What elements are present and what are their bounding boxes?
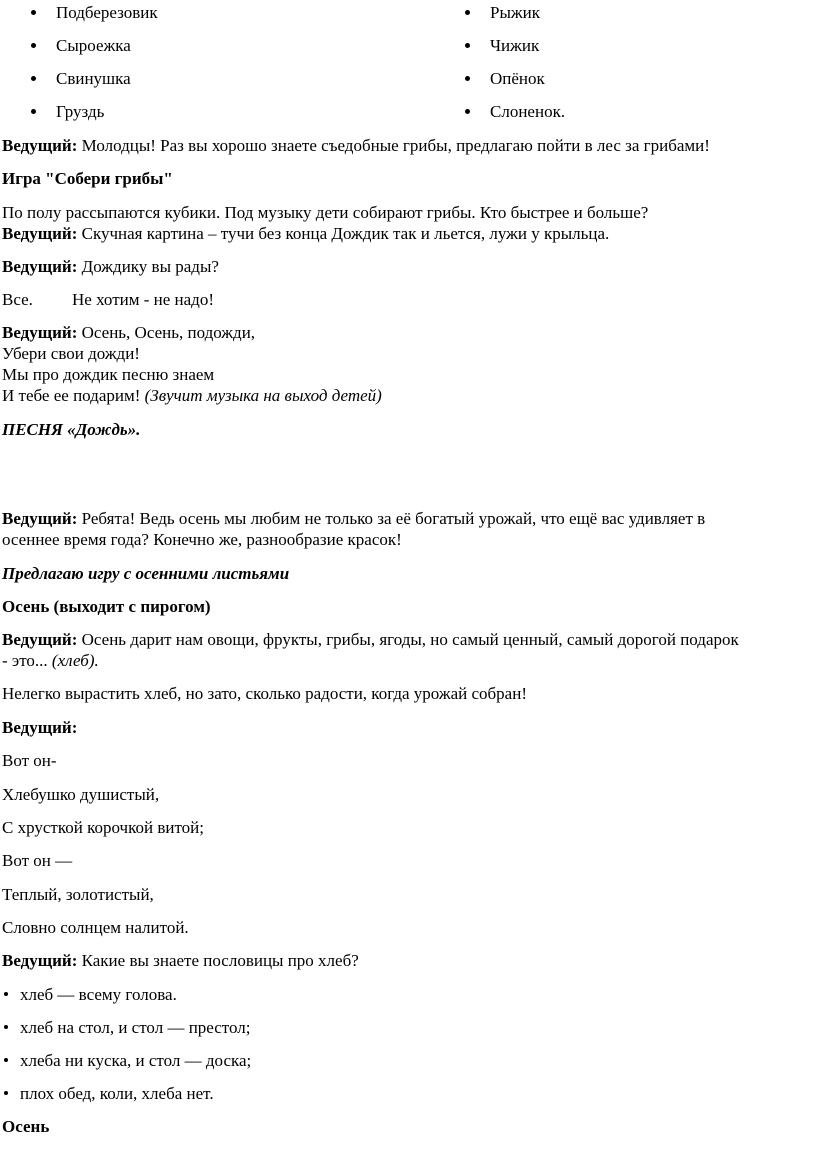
paragraph-continuation [2,651,99,671]
poem-line: С хрусткой корочкой витой; [2,818,204,837]
speaker-label: Ведущий: [2,718,78,737]
list-item: хлеба ни куска, и стол — доска; [20,1051,252,1070]
section-heading: Осень [2,1117,50,1136]
list-item: Груздь [56,102,105,121]
bullet-icon [4,1091,8,1095]
paragraph [2,136,710,156]
list-item: плох обед, коли, хлеба нет. [20,1084,214,1103]
poem-text: И тебе ее подарим! [2,386,145,405]
bullet-icon [465,10,470,15]
bullet-icon [465,76,470,81]
paragraph [2,290,214,310]
list-item: Сыроежка [56,36,131,55]
paragraph [2,509,705,529]
list-item: хлеб — всему голова. [20,985,177,1004]
list-item: Чижик [490,36,540,55]
list-item: Опёнок [490,69,545,88]
paragraph-continuation: осеннее время года? Конечно же, разнообразие красок! [2,530,402,549]
list-item: Свинушка [56,69,131,88]
speech-text: Осень, Осень, подожди, [77,323,256,342]
speaker-label: Ведущий: [2,257,78,276]
speaker-label: Ведущий: [2,323,78,342]
list-item: Подберезовик [56,3,158,22]
section-heading: Осень (выходит с пирогом) [2,597,211,616]
poem-line: Мы про дождик песню знаем [2,365,215,384]
speaker-label: Ведущий: [2,136,78,155]
list-item: Рыжик [490,3,540,22]
speaker-label: Ведущий: [2,224,78,243]
speech-text: Дождику вы рады? [77,257,219,276]
bullet-icon [31,10,36,15]
song-title: ПЕСНЯ «Дождь». [2,420,141,439]
bullet-icon [465,43,470,48]
speech-text: Осень дарит нам овощи, фрукты, грибы, ягоды, но самый ценный, самый дорогой подарок [77,630,739,649]
speech-text: Ребята! Ведь осень мы любим не только за её богатый урожай, что ещё вас удивляет в [77,509,706,528]
paragraph [2,630,739,650]
paragraph [2,257,219,277]
poem-line [2,386,382,406]
paragraph [2,323,255,343]
list-item: хлеб на стол, и стол — престол; [20,1018,251,1037]
bullet-icon [4,1025,8,1029]
speech-text: Какие вы знаете пословицы про хлеб? [77,951,359,970]
speaker-label: Ведущий: [2,509,78,528]
paragraph [2,951,359,971]
section-heading: Предлагаю игру с осенними листьями [2,564,290,583]
speaker-label: Ведущий: [2,630,78,649]
paragraph: По полу рассыпаются кубики. Под музыку дети собирают грибы. Кто быстрее и больше? [2,203,649,222]
speaker-label: Ведущий: [2,951,78,970]
paragraph [2,224,609,244]
poem-line: Теплый, золотистый, [2,885,154,904]
poem-line: Убери свои дожди! [2,344,140,363]
poem-line: Словно солнцем налитой. [2,918,189,937]
section-heading: Игра "Собери грибы" [2,169,173,188]
bullet-icon [4,1058,8,1062]
speaker-label-all: Все. [2,290,33,309]
speech-text: - это... [2,651,52,670]
bullet-icon [465,109,470,114]
list-item: Слоненок. [490,102,566,121]
bullet-icon [4,992,8,996]
speech-text: Молодцы! Раз вы хорошо знаете съедобные грибы, предлагаю пойти в лес за грибами! [77,136,710,155]
speech-text: Скучная картина – тучи без конца Дождик так и льется, лужи у крыльца. [77,224,610,243]
stage-direction: (Звучит музыка на выход детей) [144,386,382,405]
bullet-icon [31,76,36,81]
poem-line: Хлебушко душистый, [2,785,160,804]
bullet-icon [31,109,36,114]
answer-text: (хлеб). [51,651,99,670]
paragraph: Нелегко вырастить хлеб, но зато, сколько радости, когда урожай собран! [2,684,527,703]
speech-text: Не хотим - не надо! [72,290,214,309]
bullet-icon [31,43,36,48]
poem-line: Вот он — [2,851,73,870]
poem-line: Вот он- [2,751,57,770]
